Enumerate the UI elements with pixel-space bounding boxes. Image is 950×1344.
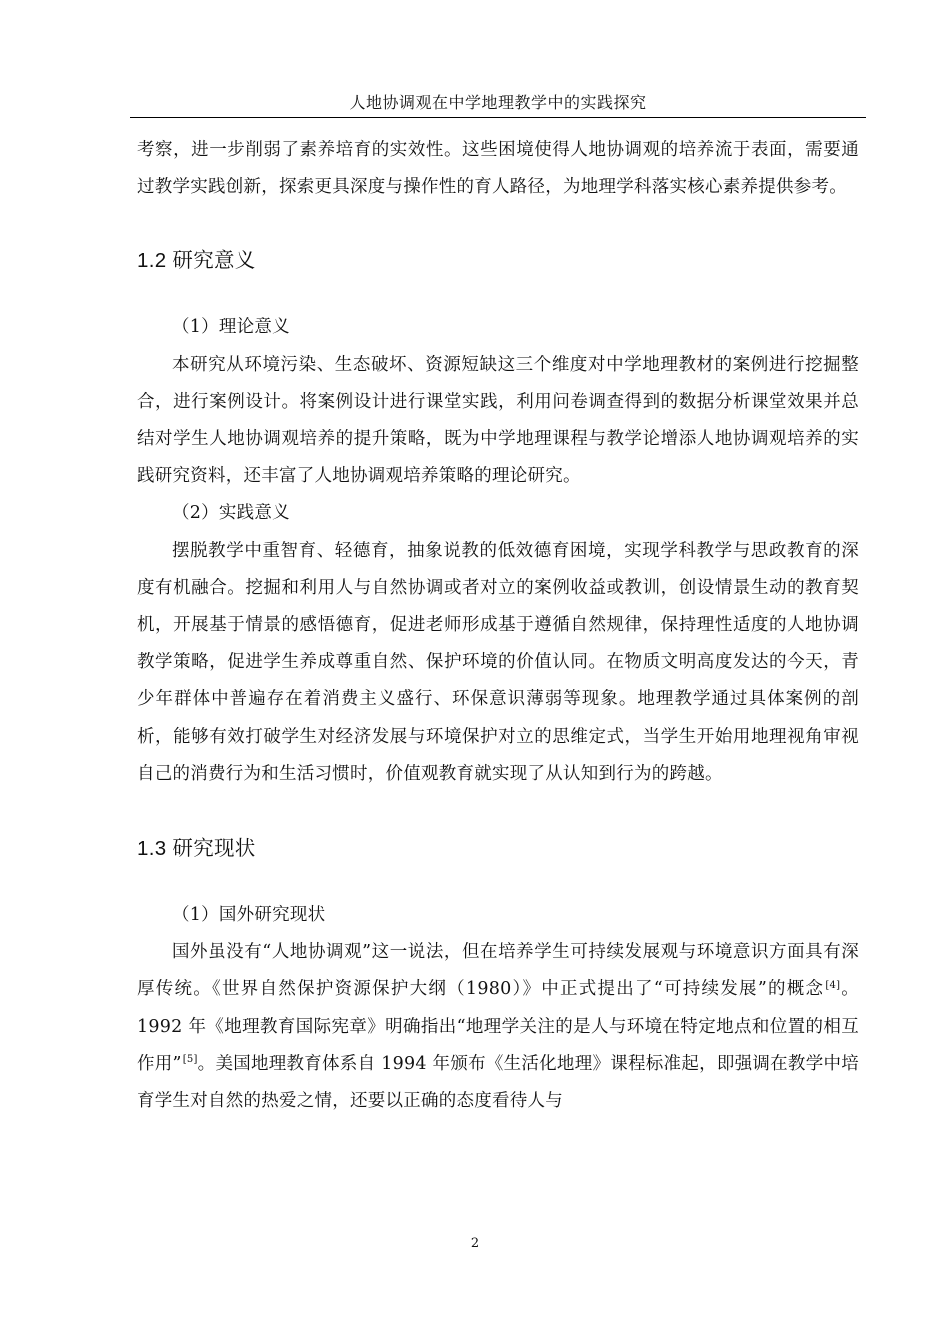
foreign-research-text-a: 国外虽没有“人地协调观”这一说法，但在培养学生可持续发展观与环境意识方面具有深厚传统。《世界自然保护资源保护大纲（1980）》中正式提出了“可持续发展”的概念 (137, 942, 859, 1000)
running-header-title: 人地协调观在中学地理教学中的实践探究 (349, 93, 647, 112)
header-rule (130, 117, 866, 118)
page-number: 2 (470, 1236, 480, 1251)
paragraph-practical-significance: 摆脱教学中重智育、轻德育，抽象说教的低效德育困境，实现学科教学与思政教育的深度有机融合。挖掘和利用人与自然协调或者对立的案例收益或教训，创设情景生动的教育契机，开展基于情景的感悟德育，促进老师形成基于遵循自然规律，保持理性适度的人地协调教学策略，促进学生养成尊重自然、保护环境的价值认同。在物质文明高度发达的今天，青少年群体中普遍存在着消费主义盛行、环保意识薄弱等现象。地理教学通过具体案例的剖析，能够有效打破学生对经济发展与环境保护对立的思维定式，当学生开始用地理视角审视自己的消费行为和生活习惯时，价值观教育就实现了从认知到行为的跨越。 (137, 540, 859, 784)
section-heading-1-3: 1.3 研究现状 (137, 837, 256, 861)
section-heading-1-2: 1.2 研究意义 (137, 249, 256, 273)
foreign-research-text-b: 。1992 年《地理教育国际宪章》明确指出“地理学关注的是人与环境在特定地点和位置的相互作用” (137, 979, 859, 1074)
intro-paragraph: 考察，进一步削弱了素养培育的实效性。这些困境使得人地协调观的培养流于表面，需要通过教学实践创新，探索更具深度与操作性的育人路径，为地理学科落实核心素养提供参考。 (137, 140, 859, 198)
subheading-foreign-research: （1）国外研究现状 (172, 905, 326, 926)
subheading-theoretical-significance: （1）理论意义 (172, 317, 290, 338)
paragraph-theoretical-significance: 本研究从环境污染、生态破坏、资源短缺这三个维度对中学地理教材的案例进行挖掘整合，进行案例设计。将案例设计进行课堂实践，利用问卷调查得到的数据分析课堂效果并总结对学生人地协调观培养的提升策略，既为中学地理课程与教学论增添人地协调观培养的实践研究资料，还丰富了人地协调观培养策略的理论研究。 (137, 354, 859, 487)
citation-4: [4] (825, 979, 841, 991)
paragraph-foreign-research (137, 934, 859, 1120)
foreign-research-text-c: 。美国地理教育体系自 1994 年颁布《生活化地理》课程标准起，即强调在教学中培育学生对自然的热爱之情，还要以正确的态度看待人与 (137, 1053, 859, 1112)
subheading-practical-significance: （2）实践意义 (172, 503, 290, 524)
document-body (137, 132, 859, 1120)
citation-5: [5] (182, 1054, 198, 1066)
